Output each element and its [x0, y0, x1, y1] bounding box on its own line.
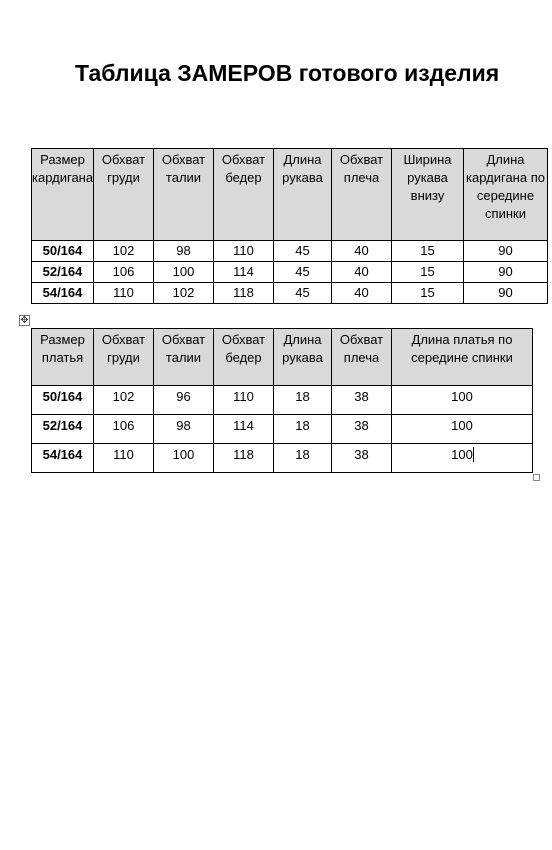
table-cell[interactable]: 52/164 — [32, 415, 94, 444]
header-shoulder[interactable]: Обхват плеча — [332, 149, 392, 241]
table-cell[interactable]: 102 — [94, 386, 154, 415]
resize-handle-icon[interactable] — [533, 474, 540, 481]
header-waist[interactable]: Обхват талии — [154, 329, 214, 386]
table-cell[interactable]: 110 — [214, 241, 274, 262]
table-cell[interactable]: 100 — [154, 262, 214, 283]
table-cell[interactable]: 110 — [94, 444, 154, 473]
table-cell[interactable]: 106 — [94, 415, 154, 444]
table-row — [32, 283, 548, 304]
table-cell[interactable]: 15 — [392, 241, 464, 262]
header-size[interactable]: Размер кардигана — [32, 149, 94, 241]
table-cell[interactable]: 96 — [154, 386, 214, 415]
table-cell[interactable]: 38 — [332, 415, 392, 444]
table-cell[interactable]: 90 — [464, 241, 548, 262]
text-cursor — [473, 447, 474, 462]
table-cell[interactable]: 110 — [214, 386, 274, 415]
document-title: Таблица ЗАМЕРОВ готового изделия — [75, 60, 500, 86]
dress-measurements-table — [31, 328, 533, 473]
table-cell[interactable]: 38 — [332, 386, 392, 415]
table-cell[interactable]: 50/164 — [32, 386, 94, 415]
table-cell[interactable]: 110 — [94, 283, 154, 304]
table-cell[interactable]: 15 — [392, 283, 464, 304]
header-hips[interactable]: Обхват бедер — [214, 149, 274, 241]
table-cell[interactable]: 90 — [464, 283, 548, 304]
header-sleeve-width[interactable]: Ширина рукава внизу — [392, 149, 464, 241]
table-cell[interactable]: 50/164 — [32, 241, 94, 262]
header-hips[interactable]: Обхват бедер — [214, 329, 274, 386]
table-cell[interactable]: 114 — [214, 415, 274, 444]
table-cell[interactable]: 100 — [392, 444, 533, 473]
move-icon[interactable]: ✥ — [20, 315, 29, 326]
table-cell[interactable]: 40 — [332, 283, 392, 304]
table-cell[interactable]: 38 — [332, 444, 392, 473]
table-row — [32, 241, 548, 262]
table-cell[interactable]: 45 — [274, 262, 332, 283]
table-cell[interactable]: 18 — [274, 386, 332, 415]
table-cell[interactable]: 100 — [154, 444, 214, 473]
table-cell[interactable]: 98 — [154, 241, 214, 262]
table-header-row — [32, 149, 548, 241]
header-sleeve-length[interactable]: Длина рукава — [274, 149, 332, 241]
header-shoulder[interactable]: Обхват плеча — [332, 329, 392, 386]
table-cell[interactable]: 52/164 — [32, 262, 94, 283]
table-cell[interactable]: 98 — [154, 415, 214, 444]
table-header-row — [32, 329, 533, 386]
table-cell[interactable]: 45 — [274, 283, 332, 304]
header-chest[interactable]: Обхват груди — [94, 329, 154, 386]
table-cell[interactable]: 90 — [464, 262, 548, 283]
table-cell[interactable]: 54/164 — [32, 283, 94, 304]
table-cell[interactable]: 15 — [392, 262, 464, 283]
table-cell[interactable]: 100 — [392, 415, 533, 444]
table-cell[interactable]: 45 — [274, 241, 332, 262]
header-back-length[interactable]: Длина платья по середине спинки — [392, 329, 533, 386]
header-chest[interactable]: Обхват груди — [94, 149, 154, 241]
table-cell[interactable]: 106 — [94, 262, 154, 283]
header-back-length[interactable]: Длина кардигана по середине спинки — [464, 149, 548, 241]
table-cell[interactable]: 18 — [274, 415, 332, 444]
table-cell[interactable]: 102 — [154, 283, 214, 304]
table-row — [32, 386, 533, 415]
table-cell[interactable]: 102 — [94, 241, 154, 262]
table-cell[interactable]: 114 — [214, 262, 274, 283]
table-row — [32, 262, 548, 283]
table-cell[interactable]: 118 — [214, 283, 274, 304]
table-cell[interactable]: 118 — [214, 444, 274, 473]
header-waist[interactable]: Обхват талии — [154, 149, 214, 241]
header-sleeve-length[interactable]: Длина рукава — [274, 329, 332, 386]
header-size[interactable]: Размер платья — [32, 329, 94, 386]
table-cell[interactable]: 54/164 — [32, 444, 94, 473]
table-row — [32, 444, 533, 473]
table-cell[interactable]: 100 — [392, 386, 533, 415]
table-cell[interactable]: 18 — [274, 444, 332, 473]
table-cell[interactable]: 40 — [332, 241, 392, 262]
table-row — [32, 415, 533, 444]
table-cell[interactable]: 40 — [332, 262, 392, 283]
cardigan-measurements-table — [31, 148, 548, 304]
